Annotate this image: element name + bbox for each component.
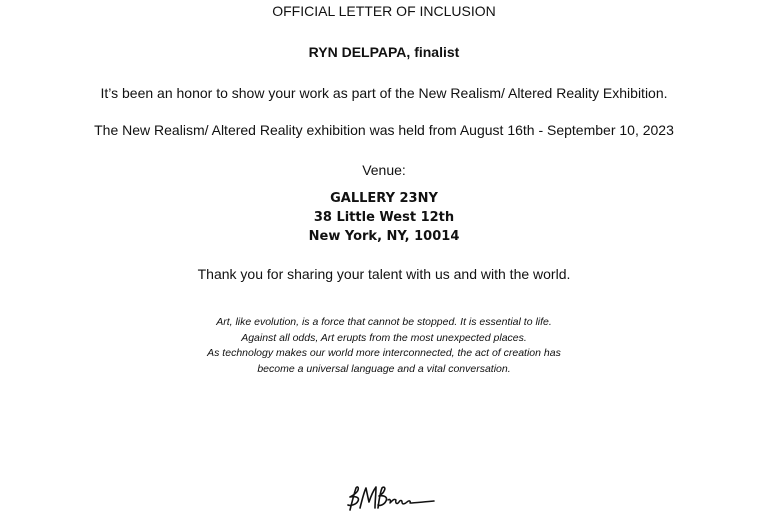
exhibition-dates: The New Realism/ Altered Reality exhibition was held from August 16th - September 10, 2023 bbox=[94, 122, 674, 138]
venue-name: GALLERY 23NY bbox=[330, 191, 438, 206]
letter-heading: OFFICIAL LETTER OF INCLUSION bbox=[272, 3, 496, 19]
recipient-name: RYN DELPAPA, finalist bbox=[308, 44, 460, 60]
signature bbox=[338, 484, 438, 512]
art-quote bbox=[0, 315, 768, 377]
venue-label: Venue: bbox=[362, 162, 406, 178]
honor-statement: It’s been an honor to show your work as part of the New Realism/ Altered Reality Exhibition. bbox=[100, 85, 668, 101]
quote-line: Art, like evolution, is a force that cannot be stopped. It is essential to life. bbox=[216, 316, 552, 328]
quote-line: As technology makes our world more interconnected, the act of creation has bbox=[207, 347, 561, 359]
venue-street: 38 Little West 12th bbox=[313, 210, 455, 225]
quote-line: become a universal language and a vital conversation. bbox=[257, 362, 511, 375]
venue-city: New York, NY, 10014 bbox=[308, 229, 460, 244]
quote-line: Against all odds, Art erupts from the most unexpected places. bbox=[241, 331, 527, 344]
thank-you-line: Thank you for sharing your talent with us and with the world. bbox=[197, 266, 571, 282]
